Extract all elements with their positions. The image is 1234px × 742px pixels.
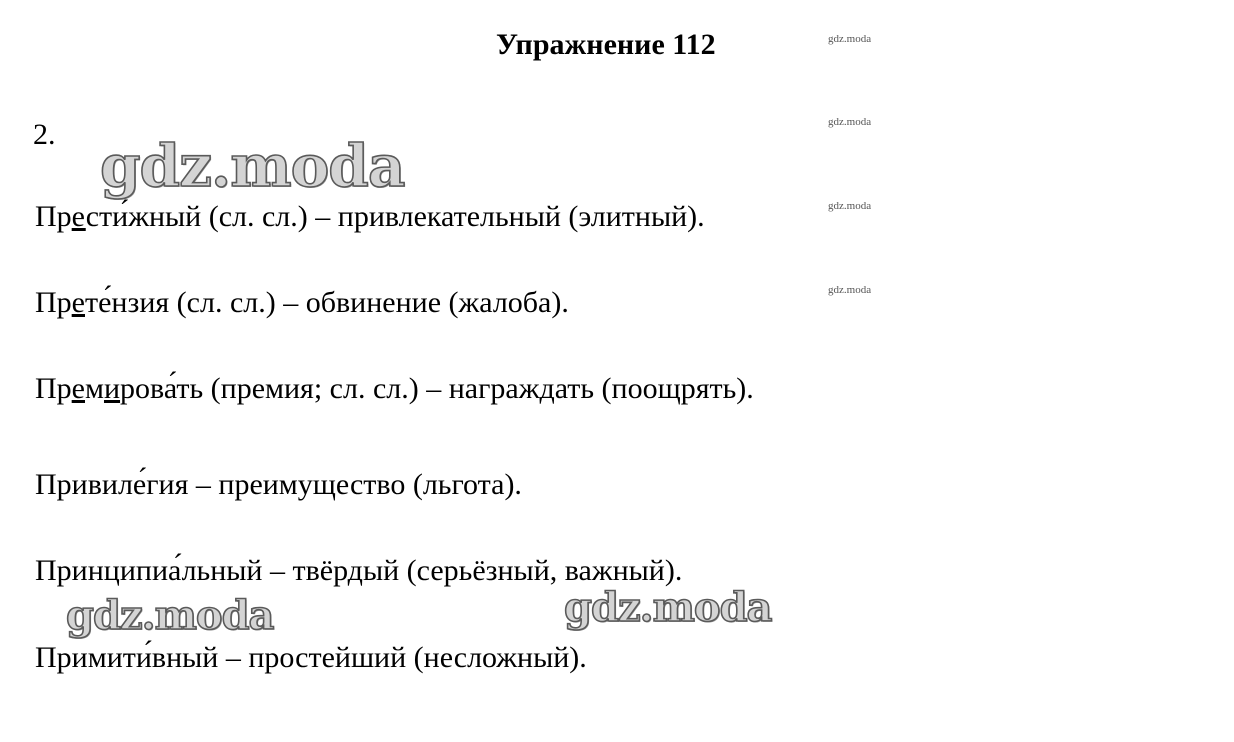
watermark-large: gdz.moda (564, 584, 772, 631)
watermark-small: gdz.moda (828, 200, 872, 212)
entry-principialny (35, 554, 682, 588)
entry-text: м (85, 372, 104, 405)
entry-text: Привиле́гия – преимущество (льгота). (35, 468, 522, 501)
entry-primitivny (35, 641, 587, 675)
entry-text: сти́жный (сл. сл.) – привлекательный (элитный). (85, 200, 705, 233)
entry-premirovat (35, 372, 754, 406)
entry-text: Пр (35, 200, 72, 233)
exercise-title: Упражнение 112 (496, 28, 716, 61)
unstressed-vowel: е (71, 200, 86, 233)
watermark-large: gdz.moda (100, 132, 405, 200)
entry-privilegiya (35, 468, 522, 502)
unstressed-vowel: е (71, 286, 85, 319)
entry-text: рова́ть (премия; сл. сл.) – награждать (поощрять). (120, 372, 754, 405)
entry-text: Принципиа́льный – твёрдый (серьёзный, важный). (35, 554, 683, 587)
watermark-small: gdz.moda (828, 33, 872, 45)
watermark-small: gdz.moda (828, 284, 872, 296)
entry-text: Примити́вный – простейший (несложный). (35, 641, 587, 674)
watermark-large: gdz.moda (66, 592, 274, 639)
watermark-small: gdz.moda (828, 116, 872, 128)
item-number: 2. (33, 118, 56, 151)
entry-prestizhny (35, 200, 705, 234)
entry-text: Пр (35, 286, 72, 319)
unstressed-vowel: е (71, 372, 85, 405)
entry-text: Пр (35, 372, 72, 405)
entry-text: те́нзия (сл. сл.) – обвинение (жалоба). (85, 286, 569, 319)
entry-pretenziya (35, 286, 569, 320)
unstressed-vowel: и (103, 372, 121, 405)
